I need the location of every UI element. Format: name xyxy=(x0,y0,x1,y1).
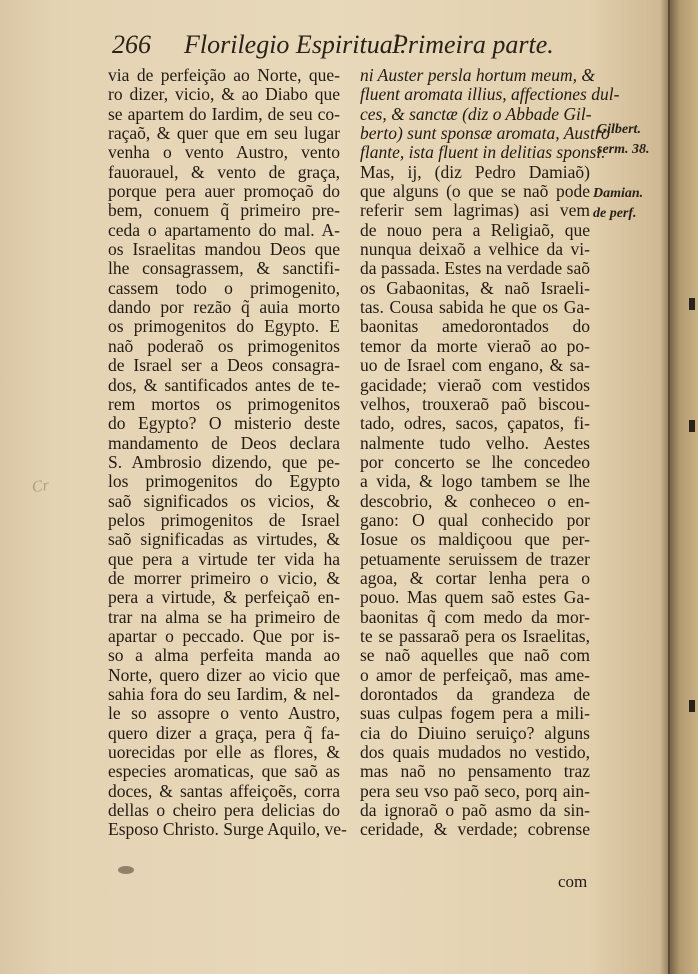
text-line: uo de Israel com engano, & sa- xyxy=(360,355,590,376)
text-line: tado, odres, sacos, çapatos, fi- xyxy=(360,413,590,434)
running-header xyxy=(112,30,572,66)
text-line: agoa, & cortar lenha pera o xyxy=(360,567,590,588)
gutter-shadow xyxy=(660,0,670,974)
text-line: Esposo Christo. Surge Aquilo, ve- xyxy=(108,819,347,840)
text-line: via de perfeição ao Norte, que- xyxy=(108,65,340,85)
facing-page-letter xyxy=(689,298,695,310)
text-line: se naõ aquelles que naõ com xyxy=(360,645,590,666)
text-line: especies aromaticas, que saõ as xyxy=(108,761,340,782)
text-line: naõ poderaõ os primogenitos xyxy=(108,335,340,356)
text-line: que alguns (o que se naõ pode xyxy=(360,181,590,202)
text-line: ro dizer, vicio, & ao Diabo que xyxy=(108,84,340,105)
text-line: fauorauel, & vento de graça, xyxy=(108,161,340,182)
text-line: gano: O qual conhecido por xyxy=(360,509,590,530)
text-line: pouo. Mas quem saõ estes Ga- xyxy=(360,587,590,608)
text-line: os primogenitos do Egypto. E xyxy=(108,316,340,337)
part-label: Primeira parte. xyxy=(392,30,554,59)
text-line: do Egypto? O misterio deste xyxy=(108,413,340,434)
text-line: que pera a virtude ter vida ha xyxy=(108,548,340,569)
page-number: 266 xyxy=(112,30,151,59)
text-line: sahia fora do seu Iardim, & nel- xyxy=(108,684,340,704)
text-line: baonitas amedorontados do xyxy=(360,316,590,337)
text-line: dos, & santificados antes de te- xyxy=(108,374,340,395)
margin-note-damian xyxy=(593,184,643,224)
text-line: dorontados da grandeza de xyxy=(360,684,590,704)
text-line: ceridade, & verdade; cobrense xyxy=(360,819,590,840)
text-line: pera seu vso paõ seco, porq ain- xyxy=(360,780,590,801)
text-line: uorecidas por elle as flores, & xyxy=(108,742,340,763)
text-line: so a alma perfeita manda ao xyxy=(108,645,340,666)
text-line: da passada. Estes na verdade saõ xyxy=(360,258,590,279)
text-line: rem mortos os primogenitos xyxy=(108,393,340,414)
text-line: descobrio, & conheceo o en- xyxy=(360,490,590,511)
text-line: Mas, ij, (diz Pedro Damiaõ) xyxy=(360,161,590,182)
ink-smudge xyxy=(118,866,134,874)
text-line: porque pera auer promoçaõ do xyxy=(108,181,340,202)
text-line: temor da morte vieraõ ao po- xyxy=(360,335,590,356)
text-line: de Israel ser a Deos consagra- xyxy=(108,355,340,376)
text-line: trar na alma se ha primeiro de xyxy=(108,606,340,627)
text-line: nalmente tudo velho. Aestes xyxy=(360,432,590,453)
text-line: se apartem do Iardim, de seu co- xyxy=(108,103,340,124)
text-line: ni Auster persla hortum meum, & xyxy=(360,65,595,85)
text-line: raçaõ, & quer que em seu lugar xyxy=(108,123,340,144)
text-line: dellas o cheiro pera delicias do xyxy=(108,800,340,821)
text-line: os Gabaonitas, & naõ Israeli- xyxy=(360,277,590,298)
text-line: ceda o apartamento do mal. A- xyxy=(108,219,340,240)
text-line: cia do Diuino seruiço? alguns xyxy=(360,722,590,743)
text-line: de morrer primeiro o vicio, & xyxy=(108,567,340,588)
text-line: Norte, quero dizer ao vicio que xyxy=(108,664,340,685)
text-line: suas culpas fogem pera a mili- xyxy=(360,703,590,724)
text-line: venha o vento Austro, vento xyxy=(108,142,340,163)
text-line: bem, conuem q̃ primeiro pre- xyxy=(108,200,340,221)
text-line: ces, & sanctæ (diz o Abbade Gil- xyxy=(360,103,592,124)
text-line: cassem todo o primogenito, xyxy=(108,277,340,298)
text-line: te se passaraõ pera os Israelitas, xyxy=(360,625,590,646)
text-line: por concerto se lhe concedeo xyxy=(360,451,590,472)
facing-page-edge xyxy=(668,0,698,974)
text-line: lhe consagrassem, & sanctifi- xyxy=(108,258,340,279)
text-line: doces, & santas affeiçoẽs, corra xyxy=(108,780,340,801)
text-line: pelos primogenitos de Israel xyxy=(108,509,340,530)
margin-note-line: Gilbert. xyxy=(597,122,641,137)
text-line: referir sem lagrimas) asi vem xyxy=(360,200,590,221)
text-line: saõ significados os vicios, & xyxy=(108,490,340,511)
catchword: com xyxy=(558,872,588,891)
text-line: saõ significadas as virtudes, & xyxy=(108,529,340,550)
text-line: da ignoraõ o paõ asmo da sin- xyxy=(360,800,590,821)
text-line: de nouo pera a Religiaõ, que xyxy=(360,219,590,240)
text-line: flante, ista fluent in delitias sponsi. xyxy=(360,142,606,163)
text-line: fluent aromata illius, affectiones dul- xyxy=(360,84,620,105)
text-line: baonitas q̃ com medo da mor- xyxy=(360,606,590,627)
text-line: dando por rezão q̃ auia morto xyxy=(108,297,340,318)
text-line: os Israelitas mandou Deos que xyxy=(108,239,340,260)
margin-note-line: Damian. xyxy=(593,186,644,201)
text-line: nunqua deixaõ a velhice da vi- xyxy=(360,239,590,260)
margin-note-gilbert xyxy=(597,120,650,160)
text-line: pera a virtude, & perfeiçaõ en- xyxy=(108,587,340,608)
text-line: Iosue os maldiçoou que per- xyxy=(360,529,590,550)
running-title: Florilegio Espiritual. xyxy=(184,30,407,59)
facing-page-letter xyxy=(689,420,695,432)
text-line: petuamente seruissem de trazer xyxy=(360,548,590,569)
facing-page-letter xyxy=(689,700,695,712)
text-line: S. Ambrosio dizendo, que pe- xyxy=(108,451,340,472)
text-line: quero dizer a graça, pera q̃ fa- xyxy=(108,722,340,743)
text-line: mas naõ no pensamento traz xyxy=(360,761,590,782)
margin-note-line: serm. 38. xyxy=(597,142,650,157)
text-line: mandamento de Deos declara xyxy=(108,432,340,453)
margin-note-line: de perf. xyxy=(593,206,637,221)
text-line: apartar o peccado. Que por is- xyxy=(108,625,340,646)
bleed-through-mark: Cr xyxy=(30,476,50,497)
text-line: a vida, & logo tambem se lhe xyxy=(360,471,590,492)
text-line: tas. Cousa sabida he que os Ga- xyxy=(360,297,590,318)
text-line: velhos, trouxeraõ paõ biscou- xyxy=(360,393,590,414)
text-line: gacidade; vieraõ com vestidos xyxy=(360,374,590,395)
text-line: berto) sunt sponsæ aromata, Austro xyxy=(360,123,610,144)
text-line: los primogenitos do Egypto xyxy=(108,471,340,492)
text-line: dos quais mudados no vestido, xyxy=(360,742,590,763)
text-line: o amor de perfeiçaõ, mas ame- xyxy=(360,664,590,685)
left-text-column xyxy=(108,65,347,840)
text-line: le so assopre o vento Austro, xyxy=(108,703,340,724)
